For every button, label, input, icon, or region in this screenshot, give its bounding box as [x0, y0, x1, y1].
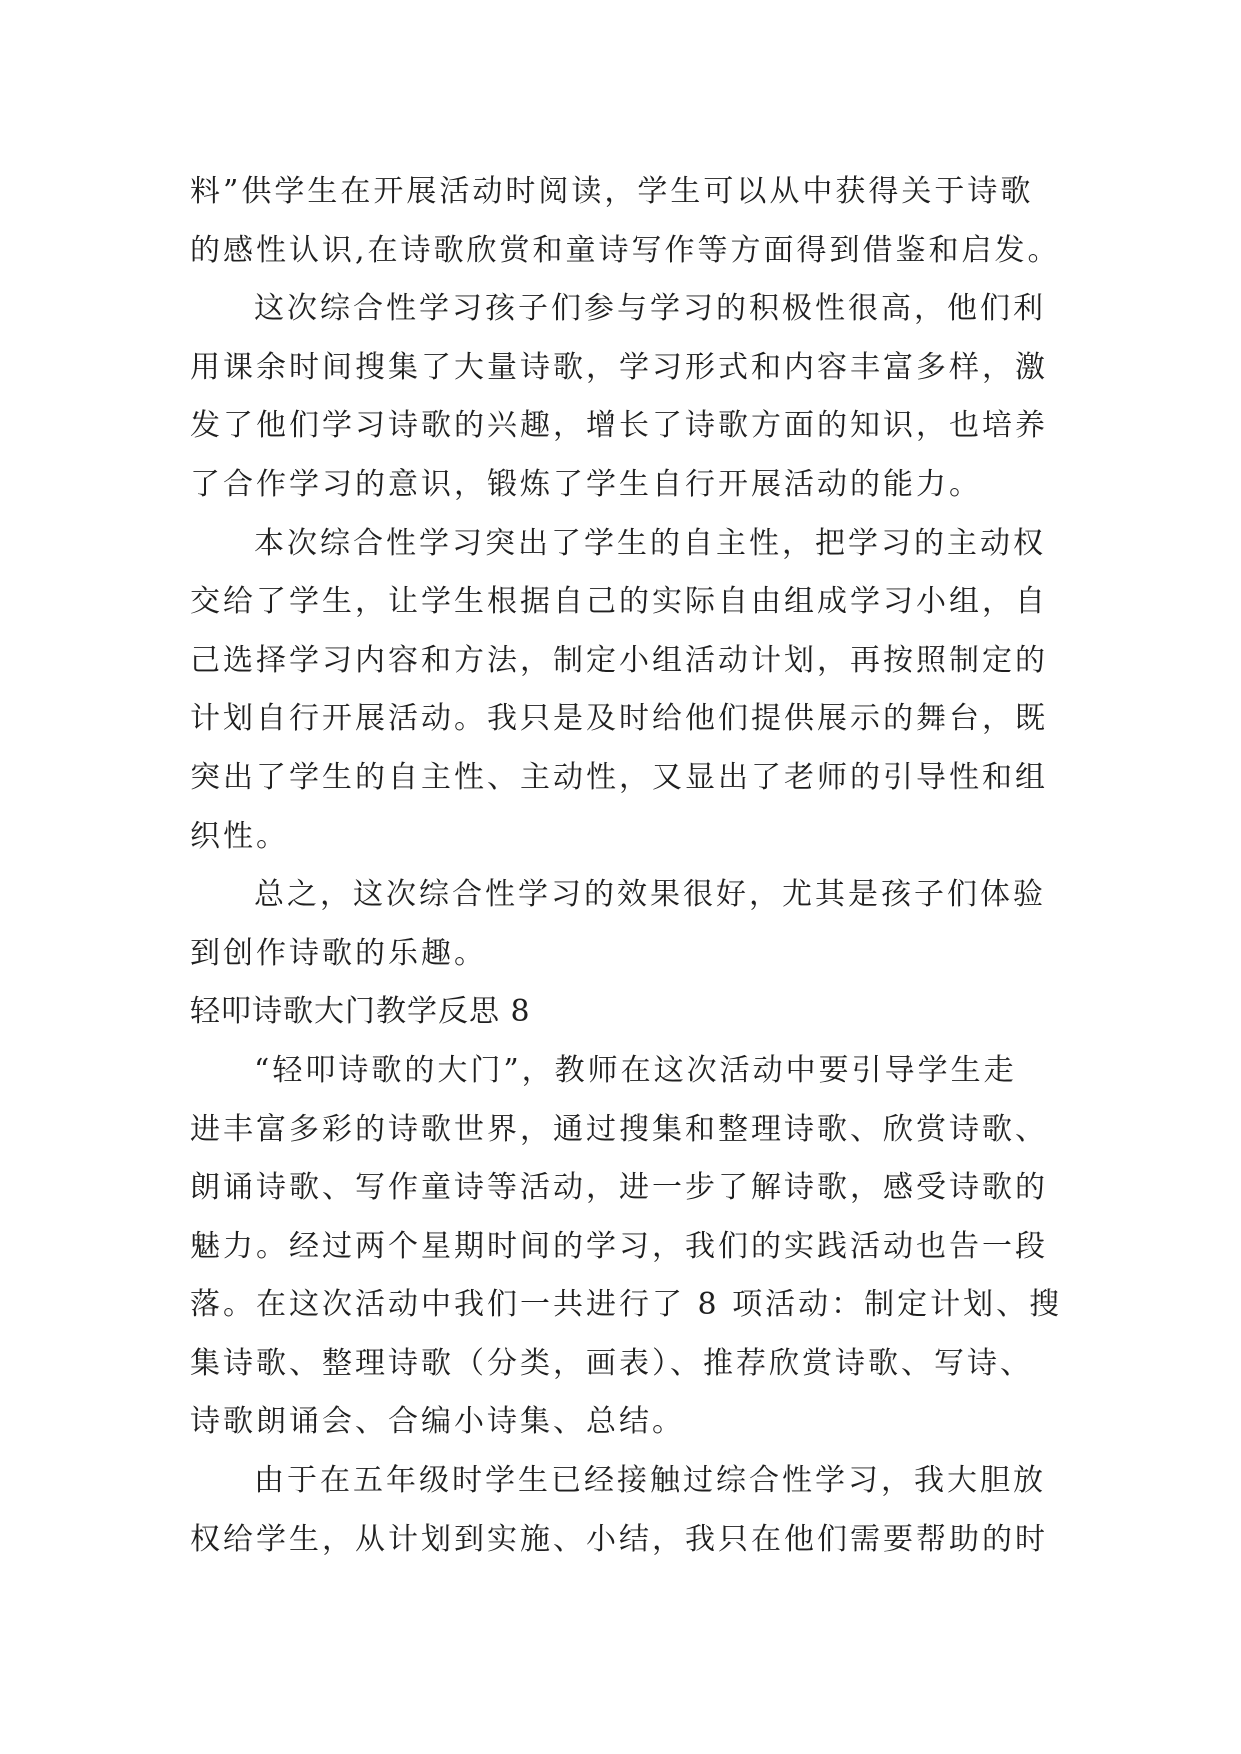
- paragraph: [190, 515, 1090, 867]
- text-line: 由于在五年级时学生已经接触过综合性学习，我大胆放: [254, 1463, 1046, 1499]
- text-line: 了合作学习的意识，锻炼了学生自行开展活动的能力。: [190, 466, 982, 502]
- paragraph: [190, 163, 1090, 280]
- text-line: 朗诵诗歌、写作童诗等活动，进一步了解诗歌，感受诗歌的: [190, 1170, 1048, 1206]
- text-line: 本次综合性学习突出了学生的自主性，把学习的主动权: [254, 525, 1046, 561]
- text-line: 计划自行开展活动。我只是及时给他们提供展示的舞台，既: [190, 701, 1048, 737]
- paragraph: [190, 280, 1090, 514]
- paragraph: [190, 1042, 1090, 1452]
- text-line: “轻叩诗歌的大门”，教师在这次活动中要引导学生走: [254, 1052, 1017, 1088]
- text-line: 突出了学生的自主性、主动性，又显出了老师的引导性和组: [190, 759, 1048, 795]
- text-line: 交给了学生，让学生根据自己的实际自由组成学习小组，自: [190, 584, 1048, 620]
- text-line: 用课余时间搜集了大量诗歌，学习形式和内容丰富多样，激: [190, 349, 1048, 385]
- text-line: 料”供学生在开展活动时阅读，学生可以从中获得关于诗歌: [190, 174, 1034, 209]
- text-line: 诗歌朗诵会、合编小诗集、总结。: [190, 1404, 685, 1440]
- text-line: 总之，这次综合性学习的效果很好，尤其是孩子们体验: [254, 877, 1046, 913]
- document-body: [190, 163, 1090, 1569]
- text-line: 这次综合性学习孩子们参与学习的积极性很高，他们利: [254, 291, 1046, 327]
- text-line: 落。在这次活动中我们一共进行了 8 项活动：制定计划、搜: [190, 1287, 1063, 1323]
- text-line: 权给学生，从计划到实施、小结，我只在他们需要帮助的时: [190, 1521, 1048, 1557]
- text-line: 发了他们学习诗歌的兴趣，增长了诗歌方面的知识，也培养: [190, 408, 1048, 444]
- heading-text: 轻叩诗歌大门教学反思 8: [190, 994, 531, 1030]
- section-heading: [190, 983, 1090, 1042]
- text-line: 进丰富多彩的诗歌世界，通过搜集和整理诗歌、欣赏诗歌、: [190, 1111, 1048, 1147]
- text-line: 到创作诗歌的乐趣。: [190, 935, 487, 971]
- paragraph: [190, 1452, 1090, 1569]
- text-line: 集诗歌、整理诗歌（分类，画表）、推荐欣赏诗歌、写诗、: [190, 1345, 1033, 1381]
- text-line: 的感性认识,在诗歌欣赏和童诗写作等方面得到借鉴和启发。: [190, 232, 1061, 268]
- text-line: 己选择学习内容和方法，制定小组活动计划，再按照制定的: [190, 642, 1048, 678]
- text-line: 织性。: [190, 818, 289, 854]
- text-line: 魅力。经过两个星期时间的学习，我们的实践活动也告一段: [190, 1228, 1048, 1264]
- paragraph: [190, 866, 1090, 983]
